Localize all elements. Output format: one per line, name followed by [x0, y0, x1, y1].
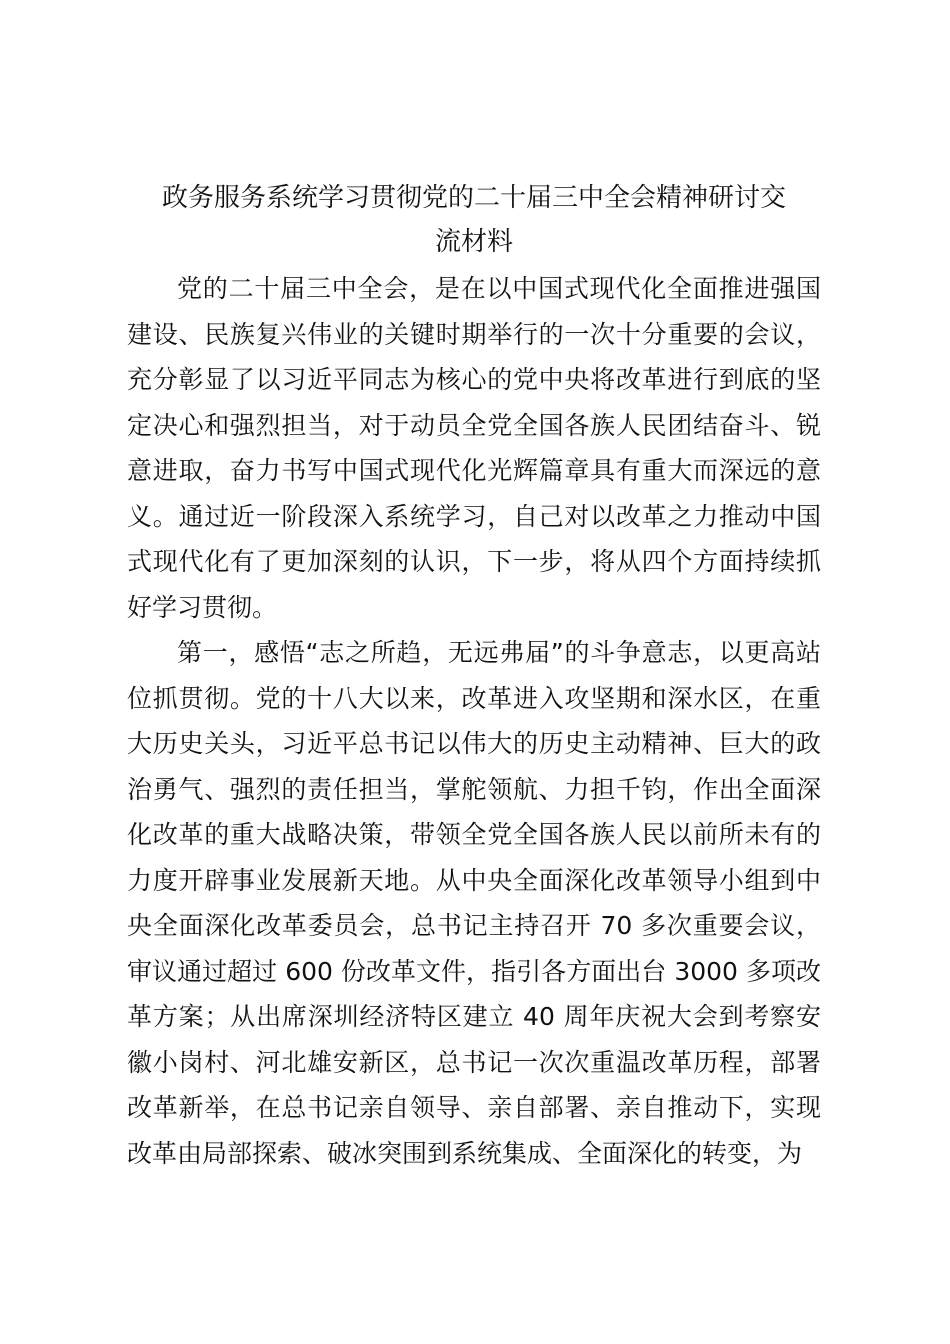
- title-line-2: 流材料: [434, 227, 513, 257]
- paragraph-first-point: 第一，感悟“志之所趋，无远弗届”的斗争意志，以更高站位抓贯彻。党的十八大以来，改革进入攻坚期和深水区，在重大历史关头，习近平总书记以伟大的历史主动精神、巨大的政治勇气、强烈的责任担当，掌舵领航、力担千钧，作出全面深化改革的重大战略决策，带领全党全国各族人民以前所未有的力度开辟事业发展新天地。从中央全面深化改革领导小组到中央全面深化改革委员会，总书记主持召开 70 多次重要会议，审议通过超过 600 份改革文件，指引各方面出台 3000 多项改革方案；从出席深圳经济特区建立 40 周年庆祝大会到考察安徽小岗村、河北雄安新区，总书记一次次重温改革历程，部署改革新举，在总书记亲自领导、亲自部署、亲自推动下，实现改革由局部探索、破冰突围到系统集成、全面深化的转变，为: [127, 638, 821, 1168]
- paragraph-intro: 党的二十届三中全会，是在以中国式现代化全面推进强国建设、民族复兴伟业的关键时期举行的一次十分重要的会议，充分彰显了以习近平同志为核心的党中央将改革进行到底的坚定决心和强烈担当，对于动员全党全国各族人民团结奋斗、锐意进取，奋力书写中国式现代化光辉篇章具有重大而深远的意义。通过近一阶段深入系统学习，自己对以改革之力推动中国式现代化有了更加深刻的认识，下一步，将从四个方面持续抓好学习贯彻。: [127, 274, 821, 622]
- document-title: [121, 176, 827, 264]
- title-line-1: 政务服务系统学习贯彻党的二十届三中全会精神研讨交: [161, 183, 786, 213]
- document-body: [127, 176, 821, 1176]
